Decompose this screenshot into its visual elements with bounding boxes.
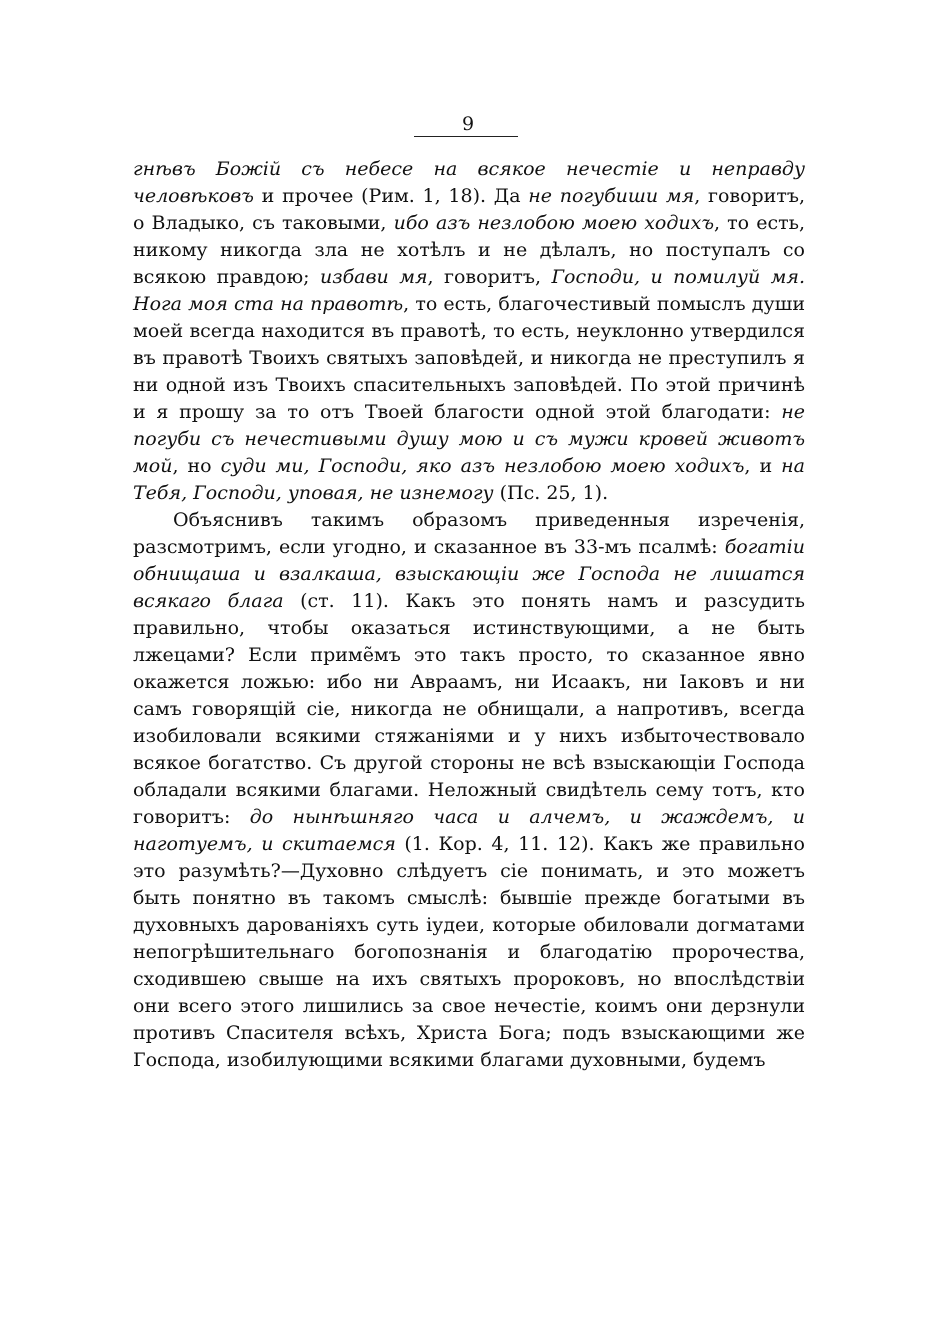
text-run: Господи, и помилуй мя. Нога моя ста на правотѣ bbox=[133, 266, 805, 315]
page-number-rule bbox=[414, 136, 518, 137]
paragraph-1 bbox=[133, 156, 805, 507]
text-run: на Тебя, Господи, уповая, не изнемогу bbox=[133, 455, 805, 504]
text-run: , то есть, никому никогда зла не хотѣлъ и не дѣлалъ, но поступалъ со всякою правдою; bbox=[133, 212, 805, 288]
text-run: богатіи обнищаша и взалкаша, взыскающіи же Господа не лишатся всякаго блага bbox=[133, 536, 805, 612]
body-text bbox=[133, 156, 805, 1074]
text-run: ибо азъ незлобою моею ходихъ bbox=[393, 212, 715, 234]
text-run: гнѣвъ Божій съ небесе на всякое нечестіе и неправду человѣковъ bbox=[133, 158, 805, 207]
text-run: не погубиши мя bbox=[528, 185, 695, 207]
text-run: , говоритъ, о Владыко, съ таковыми, bbox=[133, 185, 805, 234]
text-run: , говоритъ, bbox=[427, 266, 552, 288]
text-run: до нынѣшняго часа и алчемъ, и жаждемъ, и наготуемъ, и скитаемся bbox=[133, 806, 805, 855]
text-run: , и bbox=[744, 455, 782, 477]
text-run: и прочее (Рим. 1, 18). Да bbox=[253, 185, 529, 207]
text-run: , то есть, благочестивый помыслъ души моей всегда находится въ правотѣ, то есть, неуклонно утвердился въ правотѣ Твоихъ святыхъ заповѣдей, и никогда не преступилъ я ни одной изъ Твоихъ спасительныхъ заповѣдей. По этой причинѣ и я прошу за то отъ Твоей благости одной этой благодати: bbox=[133, 293, 805, 423]
paragraph-2 bbox=[133, 507, 805, 1074]
text-run: Объяснивъ такимъ образомъ приведенныя изреченія, разсмотримъ, если угодно, и сказанное въ 33-мъ псалмѣ: bbox=[133, 509, 805, 558]
text-run: суди ми, Господи, яко азъ незлобою моею ходихъ bbox=[220, 455, 745, 477]
page-number: 9 bbox=[461, 113, 475, 135]
text-run: (1. Кор. 4, 11. 12). Какъ же правильно это разумѣть?—Духовно слѣдуетъ сіе понимать, и это можетъ быть понятно въ такомъ смыслѣ: бывшіе прежде богатыми въ духовныхъ дарованіяхъ суть іудеи, которые обиловали догматами непогрѣшительнаго богопознанія и благодатію пророчества, сходившею свыше на ихъ святыхъ пророковъ, но впослѣдствіи они всего этого лишились за свое нечестіе, коимъ они дерзнули противъ Спасителя всѣхъ, Христа Бога; подъ взыскающими же Господа, изобилующими всякими благами духовными, будемъ bbox=[133, 833, 805, 1071]
text-run: (Пс. 25, 1). bbox=[493, 482, 609, 504]
text-run: не погуби съ нечестивыми душу мою и съ мужи кровей животъ мой bbox=[133, 401, 805, 477]
text-run: , но bbox=[172, 455, 221, 477]
text-run: избави мя bbox=[319, 266, 428, 288]
text-run: (ст. 11). Какъ это понять намъ и разсудить правильно, чтобы оказаться истинствующими, а не быть лжецами? Если приме̃мъ это такъ просто, то сказанное явно окажется ложью: ибо ни Авраамъ, ни Исаакъ, ни Іаковъ и ни самъ говорящій сіе, никогда не обнищали, а напротивъ, всегда изобиловали всякими стяжаніями и у нихъ избыточествовало всякое богатство. Съ другой стороны не всѣ взыскающіи Господа обладали всякими благами. Неложный свидѣтель сему тотъ, кто говоритъ: bbox=[133, 590, 805, 828]
